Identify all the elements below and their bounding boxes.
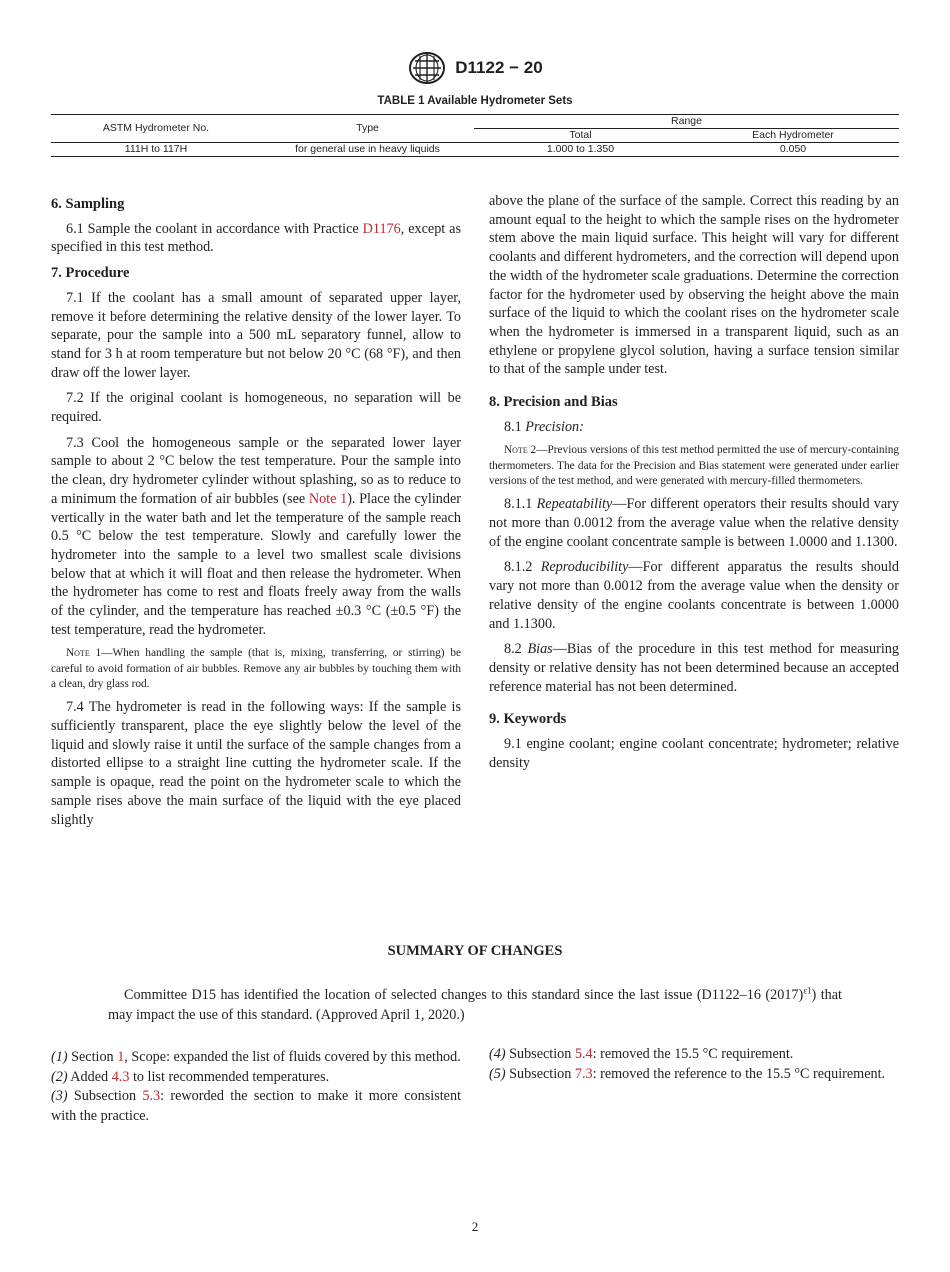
- paragraph-8-1-2-text: —For different apparatus the results should vary not more than 0.0012 from the average value when the density or relative density of the engine coolants concentrate is between 1.0000 and 1.1300.: [489, 559, 899, 632]
- paragraph-6-1-text: 6.1 Sample the coolant in accordance with Practice: [66, 220, 363, 237]
- change-link[interactable]: 4.3: [111, 1068, 130, 1085]
- change-text-end: , Scope: expanded the list of fluids covered by this method.: [124, 1049, 461, 1065]
- page-number: 2: [471, 1219, 479, 1234]
- change-num: (5): [489, 1065, 506, 1082]
- summary-superscript: ε1: [803, 985, 812, 996]
- table-caption: TABLE 1 Available Hydrometer Sets: [377, 95, 573, 107]
- change-text-end: to list recommended temperatures.: [129, 1068, 330, 1085]
- paragraph-7-1: 7.1 If the coolant has a small amount of separated upper layer, remove it before determining the relative density of the lower layer. To separate, pour the sample into a 500 mL separatory funnel, allow to stand for 3 h at room temperature but not below 20 °C (68 °F), and then draw off the lower layer.: [51, 289, 461, 381]
- change-num: (3): [51, 1088, 68, 1104]
- paragraph-7-3: [51, 434, 461, 640]
- section-8-heading: 8. Precision and Bias: [489, 394, 618, 411]
- change-item-3: [51, 1087, 461, 1126]
- note-1: [51, 646, 461, 692]
- left-column: [51, 192, 461, 836]
- paragraph-7-3-text-end: ). Place the cylinder vertically in the water bath and let the temperature of the sample reach 0.5 °C below the test temperature. Slowly and carefully lower the hydrometer into the sample to a level two smallest scale divisions below that at which it will float and then release the hydrometer. When the hydrometer has come to rest and floats freely away from the walls of the cylinder, and the temperature has reached ±0.3 °C (±0.5 °F) the test temperature, read the hydrometer.: [51, 490, 461, 638]
- paragraph-8-1-num: 8.1: [504, 418, 526, 435]
- change-text: Added: [67, 1068, 112, 1085]
- paragraph-8-2-title: Bias: [527, 641, 553, 658]
- paragraph-7-4: 7.4 The hydrometer is read in the following ways: If the sample is sufficiently transparent, place the eye slightly below the level of the liquid and slowly raise it until the surface of the sample changes from a distorted ellipse to a straight line cutting the hydrometer scale. If the sample is opaque, read the point on the hydrometer scale to which the sample rises above the main surface of the liquid with the eye placed slightly: [51, 699, 461, 828]
- summary-text: Committee D15 has identified the location of selected changes to this standard since the last issue (D1122–16 (2017): [124, 987, 804, 1003]
- note-2-label: Note 2: [504, 444, 537, 457]
- section-7-heading: 7. Procedure: [51, 265, 130, 282]
- paragraph-8-2-num: 8.2: [504, 641, 528, 658]
- header-type: Type: [261, 115, 474, 143]
- cell-hydrometer-no: 111H to 117H: [51, 143, 261, 157]
- paragraph-8-1-1: [489, 495, 899, 551]
- change-text: Subsection: [505, 1046, 575, 1062]
- paragraph-8-2: [489, 640, 899, 696]
- header-total: Total: [569, 129, 592, 141]
- header-hydrometer-no: ASTM Hydrometer No.: [51, 115, 261, 143]
- note-1-label: Note 1: [66, 647, 102, 660]
- paragraph-7-2: 7.2 If the original coolant is homogeneous, no separation will be required.: [51, 390, 461, 426]
- cell-total: 1.000 to 1.350: [474, 143, 687, 157]
- link-d1176[interactable]: D1176: [362, 220, 401, 237]
- page-header: [0, 50, 950, 86]
- change-text-end: : reworded the section to make it more consistent with the practice.: [51, 1088, 461, 1124]
- paragraph-6-1-text-end: , except as specified in this test method.: [51, 220, 461, 256]
- paragraph-8-1-1-title: Repeatability: [536, 496, 613, 513]
- change-text: Section: [67, 1049, 118, 1065]
- changes-right-column: [489, 1045, 899, 1084]
- summary-title: SUMMARY OF CHANGES: [387, 943, 563, 959]
- right-column: [489, 192, 899, 779]
- paragraph-8-1-1-text: —For different operators their results should vary not more than 0.0012 from the average value when the relative density of the engine coolant concentrate sample is between 1.0000 and 1.1300.: [489, 496, 899, 550]
- paragraph-8-2-text: —Bias of the procedure in this test method for measuring density or relative density has not been determined because an accepted reference material has not been determined.: [489, 641, 899, 695]
- change-text-end: : removed the 15.5 °C requirement.: [592, 1046, 794, 1062]
- paragraph-8-1-2-title: Reproducibility: [540, 559, 629, 576]
- header-each-hydrometer: Each Hydrometer: [752, 129, 834, 141]
- paragraph-6-1: [51, 220, 461, 257]
- cell-each: 0.050: [687, 143, 899, 157]
- change-text: Subsection: [505, 1065, 575, 1082]
- change-num: (2): [51, 1068, 68, 1085]
- summary-paragraph: [108, 986, 842, 1025]
- change-link[interactable]: 5.4: [574, 1046, 593, 1062]
- change-num: (4): [489, 1046, 506, 1062]
- paragraph-8-1-1-num: 8.1.1: [504, 496, 537, 513]
- change-link[interactable]: 1: [117, 1049, 125, 1065]
- change-item-5: [489, 1065, 899, 1085]
- section-9-heading: 9. Keywords: [489, 711, 567, 728]
- hydrometer-table: [51, 114, 899, 157]
- paragraph-8-1-title: Precision:: [525, 418, 584, 435]
- paragraph-8-1-2-num: 8.1.2: [504, 559, 541, 576]
- designation-title: D1122 − 20: [455, 58, 543, 77]
- change-text: Subsection: [67, 1088, 143, 1104]
- change-num: (1): [51, 1049, 68, 1065]
- astm-logo-icon: [407, 50, 447, 86]
- summary-text-end: ) that may impact the use of this standard. (Approved April 1, 2020.): [108, 987, 842, 1023]
- change-link[interactable]: 5.3: [142, 1088, 161, 1104]
- cell-type: for general use in heavy liquids: [261, 143, 474, 157]
- section-6-heading: 6. Sampling: [51, 196, 125, 212]
- change-text-end: : removed the reference to the 15.5 °C requirement.: [592, 1065, 886, 1082]
- paragraph-8-1-2: [489, 558, 899, 633]
- change-item-4: [489, 1045, 899, 1065]
- paragraph-7-4-continued: above the plane of the surface of the sample. Correct this reading by an amount equal to the height to which the sample rises on the hydrometer stem above the main liquid surface. This height will vary for different coolants and different hydrometers, and the correction will depend upon the width of the hydrometer scale graduations. Determine the correction factor for the hydrometer used by observing the height above the main surface of the liquid to which the coolant rises on the hydrometer scale when the hydrometer is immersed in a transparent liquid, such as an ethylene or propylene glycol solution, having a surface tension similar to that of the sample under test.: [489, 193, 899, 378]
- changes-left-column: [51, 1048, 461, 1126]
- note-2-text: —Previous versions of this test method permitted the use of mercury-containing thermometers. The data for the Precision and Bias statement were generated under earlier versions of the test method, and were generated with mercury-filled thermometers.: [489, 444, 899, 488]
- header-range: Range: [474, 115, 899, 129]
- note-2: [489, 443, 899, 489]
- paragraph-9-1: 9.1 engine coolant; engine coolant concentrate; hydrometer; relative density: [489, 736, 899, 771]
- change-link[interactable]: 7.3: [574, 1065, 593, 1082]
- table-row: [51, 143, 899, 157]
- change-item-1: [51, 1048, 461, 1068]
- link-note-1[interactable]: Note 1: [308, 490, 348, 507]
- note-1-text: —When handling the sample (that is, mixing, transferring, or stirring) be careful to avoid formation of air bubbles. Remove any air bubbles by touching them with a clean, dry glass rod.: [51, 647, 462, 691]
- paragraph-8-1: [489, 418, 899, 437]
- change-item-2: [51, 1068, 461, 1088]
- paragraph-7-3-text: 7.3 Cool the homogeneous sample or the separated lower layer sample to about 2 °C below the test temperature. Pour the sample into the clean, dry hydrometer cylinder without splashing, so as to reduce to a minimum the formation of air bubbles (see: [51, 434, 461, 507]
